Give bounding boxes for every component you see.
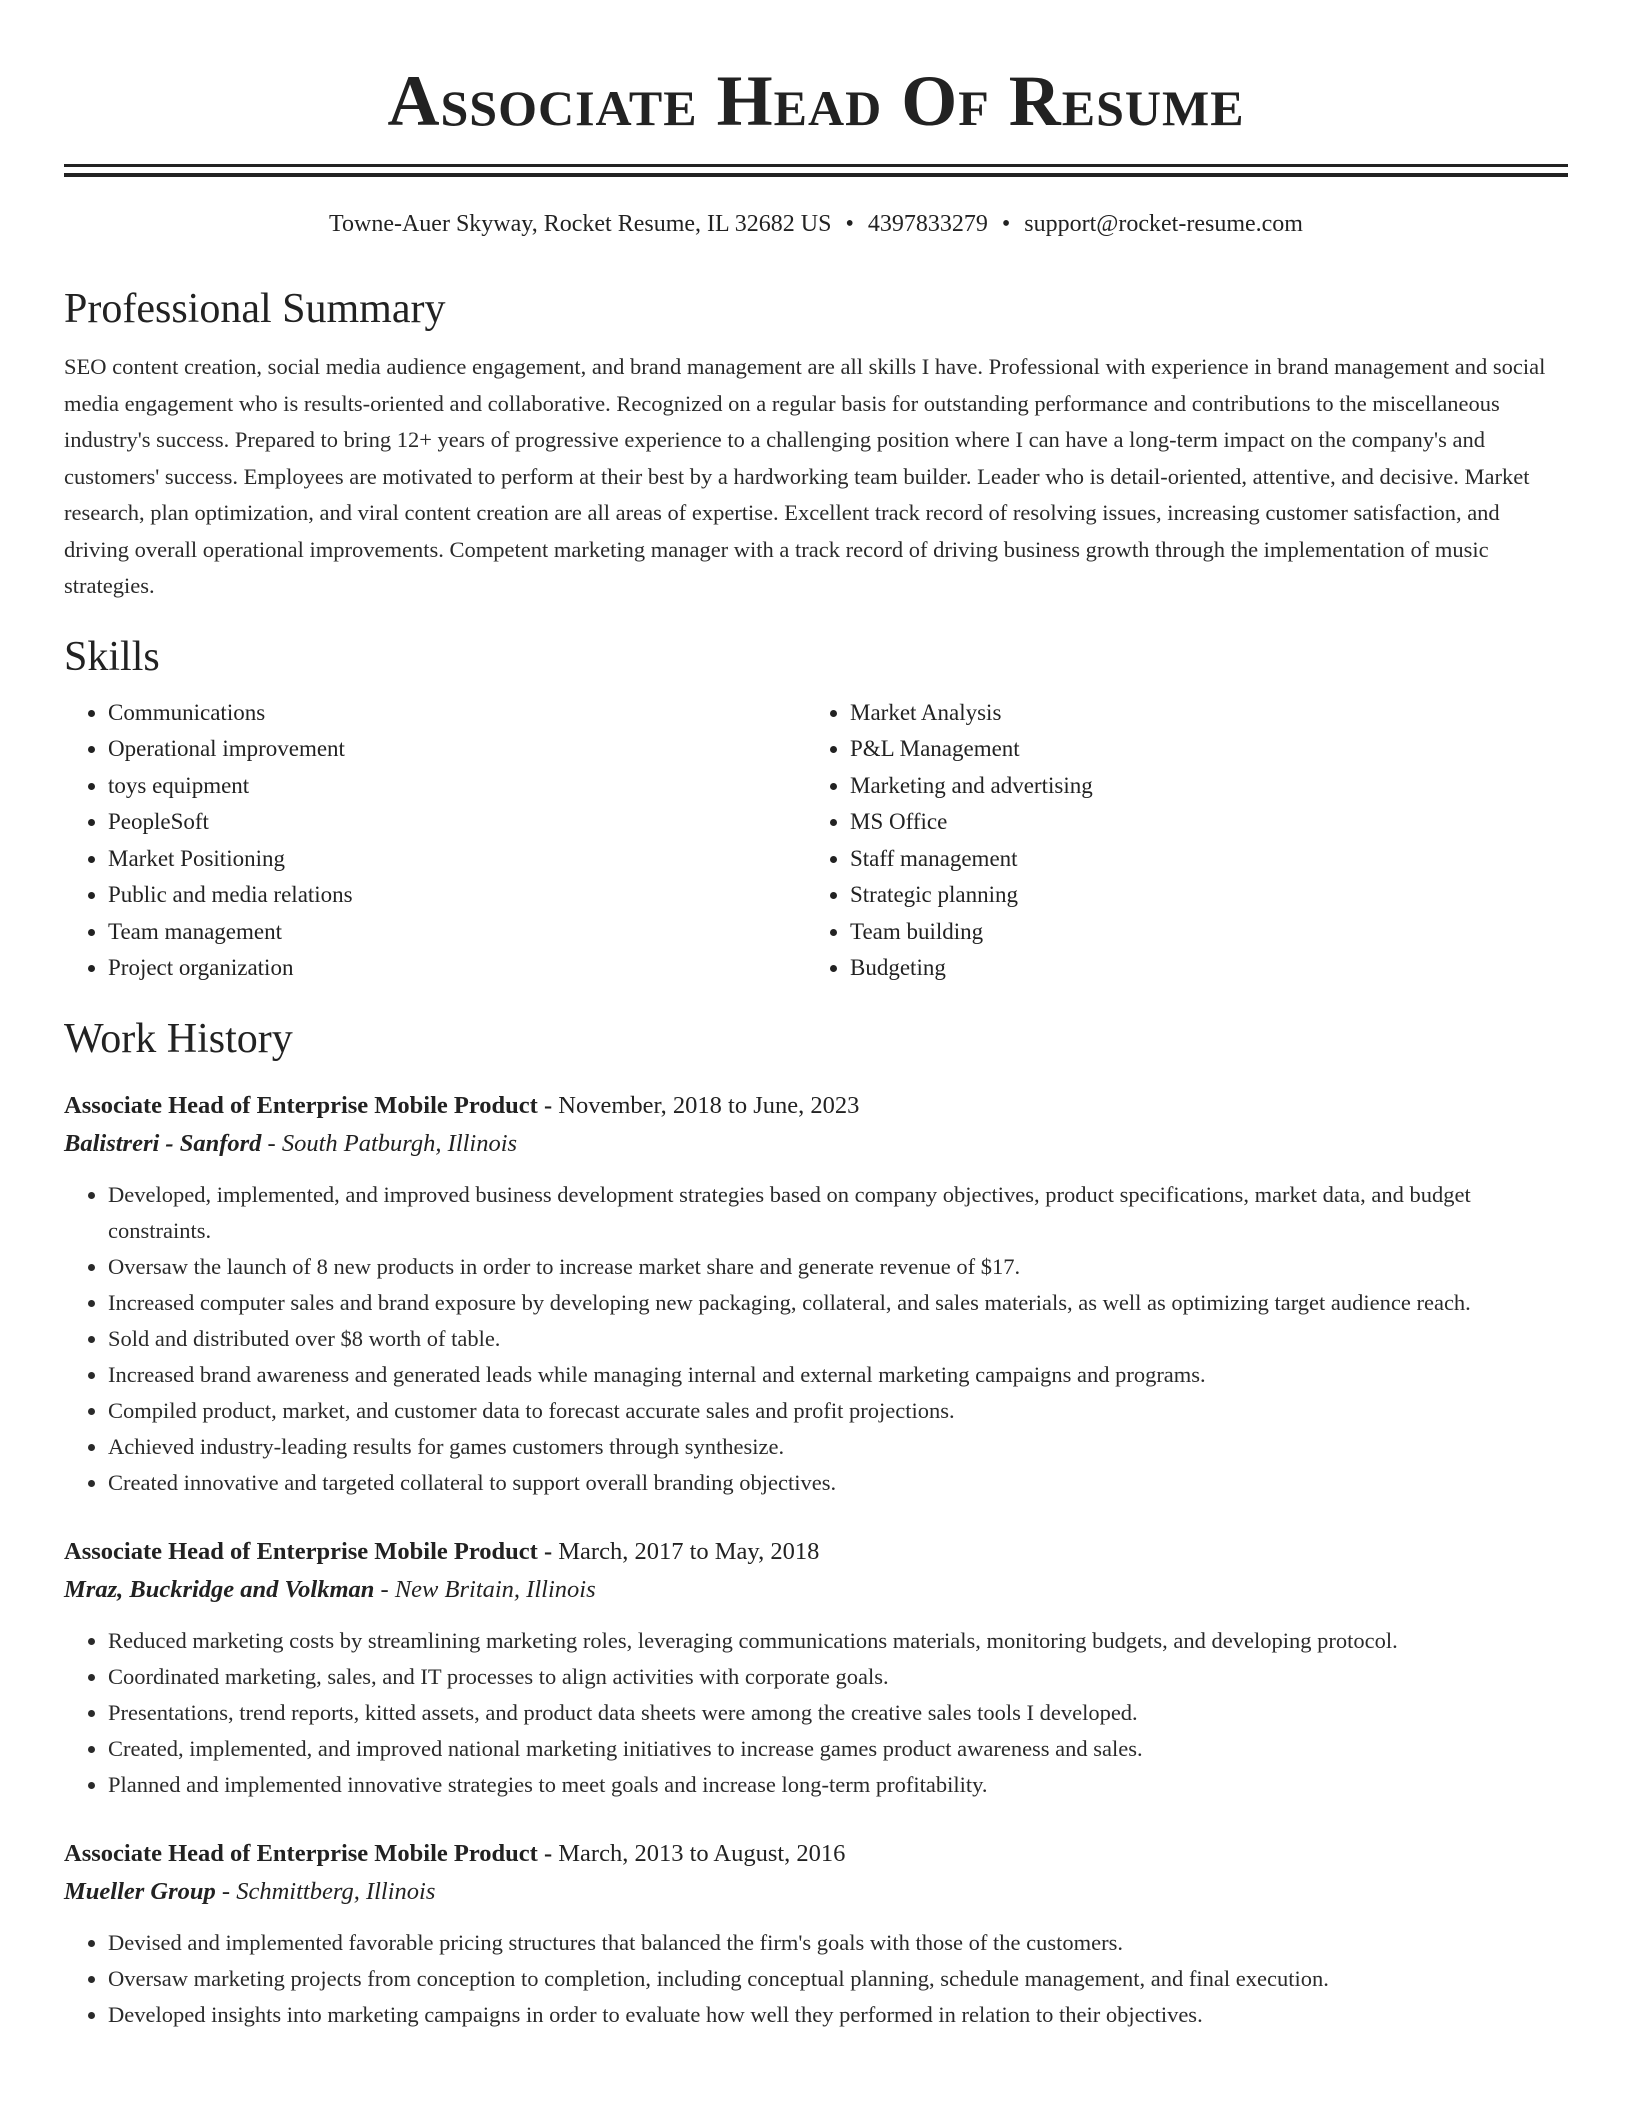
skill-item: • Operational improvement bbox=[108, 731, 806, 768]
skill-item: • Budgeting bbox=[850, 950, 1548, 987]
job-entry bbox=[64, 1835, 1568, 2033]
summary-text: SEO content creation, social media audience engagement, and brand management are all skills I have. Professional with experience in brand management and social media engagement who is results-oriented and collaborative. Recognized on a regular basis for outstanding performance and contributions to the miscellaneous industry's success. Prepared to bring 12+ years of progressive experience to a challenging position where I can have a long-term impact on the company's and customers' success. Employees are motivated to perform at their best by a hardworking team builder. Leader who is detail-oriented, attentive, and decisive. Market research, plan optimization, and viral content creation are all areas of expertise. Excellent track record of resolving issues, increasing customer satisfaction, and driving overall operational improvements. Competent marketing manager with a track record of driving business growth through the implementation of music strategies. bbox=[64, 354, 1546, 598]
job-location: Schmittberg, Illinois bbox=[236, 1877, 436, 1905]
job-bullet: • Oversaw marketing projects from conception to completion, including conceptual planning, schedule management, and final execution. bbox=[108, 1961, 1568, 1997]
job-bullet: • Planned and implemented innovative strategies to meet goals and increase long-term profitability. bbox=[108, 1767, 1568, 1803]
job-title-separator: - bbox=[537, 1537, 559, 1565]
job-company: Mueller Group bbox=[64, 1877, 216, 1905]
contact-address: Towne-Auer Skyway, Rocket Resume, IL 32682 US bbox=[329, 211, 832, 237]
job-bullet: • Increased computer sales and brand exposure by developing new packaging, collateral, and sales materials, as well as optimizing target audience reach. bbox=[108, 1285, 1568, 1321]
skill-item: • Communications bbox=[108, 695, 806, 732]
job-bullet: • Developed insights into marketing campaigns in order to evaluate how well they performed in relation to their objectives. bbox=[108, 1997, 1568, 2033]
skill-item: • Market Positioning bbox=[108, 841, 806, 878]
job-title-separator: - bbox=[537, 1839, 559, 1867]
job-title: Associate Head of Enterprise Mobile Product bbox=[64, 1091, 538, 1119]
job-bullet-list bbox=[64, 1925, 1568, 2033]
job-location-separator: - bbox=[261, 1129, 282, 1157]
job-bullet-list bbox=[64, 1177, 1568, 1501]
job-title: Associate Head of Enterprise Mobile Product bbox=[64, 1839, 538, 1867]
job-location: South Patburgh, Illinois bbox=[281, 1129, 518, 1157]
job-entry bbox=[64, 1087, 1568, 1501]
skill-item: • Strategic planning bbox=[850, 877, 1548, 914]
job-bullet: • Developed, implemented, and improved business development strategies based on company objectives, product specifications, market data, and budget constraints. bbox=[108, 1177, 1568, 1249]
job-company-line bbox=[64, 1873, 1568, 1911]
contact-separator: • bbox=[845, 211, 854, 237]
job-company-line bbox=[64, 1125, 1568, 1163]
job-title-line bbox=[64, 1835, 1568, 1873]
skill-item: • Market Analysis bbox=[850, 695, 1548, 732]
skills-list bbox=[64, 695, 1568, 987]
skill-item: • toys equipment bbox=[108, 768, 806, 805]
skill-item: • Project organization bbox=[108, 950, 806, 987]
skills-column-right bbox=[806, 695, 1548, 987]
resume-title: Associate Head Of Resume bbox=[387, 61, 1245, 141]
work-history-heading: Work History bbox=[64, 1015, 293, 1062]
job-bullet: • Presentations, trend reports, kitted assets, and product data sheets were among the creative sales tools I developed. bbox=[108, 1695, 1568, 1731]
skill-item: • Marketing and advertising bbox=[850, 768, 1548, 805]
contact-separator: • bbox=[1001, 211, 1011, 237]
job-entry bbox=[64, 1533, 1568, 1803]
job-bullet: • Reduced marketing costs by streamlining marketing roles, leveraging communications materials, monitoring budgets, and developing protocol. bbox=[108, 1623, 1568, 1659]
skill-item: • Staff management bbox=[850, 841, 1548, 878]
job-company: Balistreri - Sanford bbox=[64, 1129, 262, 1157]
skill-item: • Team management bbox=[108, 914, 806, 951]
skill-item: • Team building bbox=[850, 914, 1548, 951]
job-dates: March, 2013 to August, 2016 bbox=[558, 1839, 846, 1867]
title-divider-bottom bbox=[64, 173, 1568, 177]
title-divider-top bbox=[64, 164, 1568, 167]
job-location-separator: - bbox=[374, 1575, 395, 1603]
job-bullet: • Devised and implemented favorable pricing structures that balanced the firm's goals with those of the customers. bbox=[108, 1925, 1568, 1961]
job-dates: March, 2017 to May, 2018 bbox=[558, 1537, 820, 1565]
skills-column-left bbox=[64, 695, 806, 987]
job-title: Associate Head of Enterprise Mobile Product bbox=[64, 1537, 538, 1565]
job-bullet: • Coordinated marketing, sales, and IT processes to align activities with corporate goals. bbox=[108, 1659, 1568, 1695]
job-company: Mraz, Buckridge and Volkman bbox=[64, 1575, 375, 1603]
job-bullet-list bbox=[64, 1623, 1568, 1803]
job-bullet: • Compiled product, market, and customer data to forecast accurate sales and profit projections. bbox=[108, 1393, 1568, 1429]
skill-item: • P&L Management bbox=[850, 731, 1548, 768]
job-dates: November, 2018 to June, 2023 bbox=[558, 1091, 860, 1119]
job-bullet: • Created innovative and targeted collateral to support overall branding objectives. bbox=[108, 1465, 1568, 1501]
skills-heading: Skills bbox=[64, 633, 160, 680]
job-bullet: • Achieved industry-leading results for games customers through synthesize. bbox=[108, 1429, 1568, 1465]
job-bullet: • Increased brand awareness and generated leads while managing internal and external marketing campaigns and programs. bbox=[108, 1357, 1568, 1393]
summary-heading: Professional Summary bbox=[64, 286, 446, 332]
job-location: New Britain, Illinois bbox=[394, 1575, 596, 1603]
contact-phone: 4397833279 bbox=[867, 211, 988, 237]
job-bullet: • Oversaw the launch of 8 new products in order to increase market share and generate revenue of $17. bbox=[108, 1249, 1568, 1285]
job-title-line bbox=[64, 1533, 1568, 1571]
job-title-separator: - bbox=[537, 1091, 559, 1119]
job-bullet: • Sold and distributed over $8 worth of table. bbox=[108, 1321, 1568, 1357]
job-title-line bbox=[64, 1087, 1568, 1125]
skill-item: • PeopleSoft bbox=[108, 804, 806, 841]
contact-email: support@rocket-resume.com bbox=[1024, 211, 1303, 237]
skill-item: • Public and media relations bbox=[108, 877, 806, 914]
job-company-line bbox=[64, 1571, 1568, 1609]
job-location-separator: - bbox=[215, 1877, 237, 1905]
job-bullet: • Created, implemented, and improved national marketing initiatives to increase games product awareness and sales. bbox=[108, 1731, 1568, 1767]
contact-line bbox=[64, 207, 1568, 241]
skill-item: • MS Office bbox=[850, 804, 1548, 841]
